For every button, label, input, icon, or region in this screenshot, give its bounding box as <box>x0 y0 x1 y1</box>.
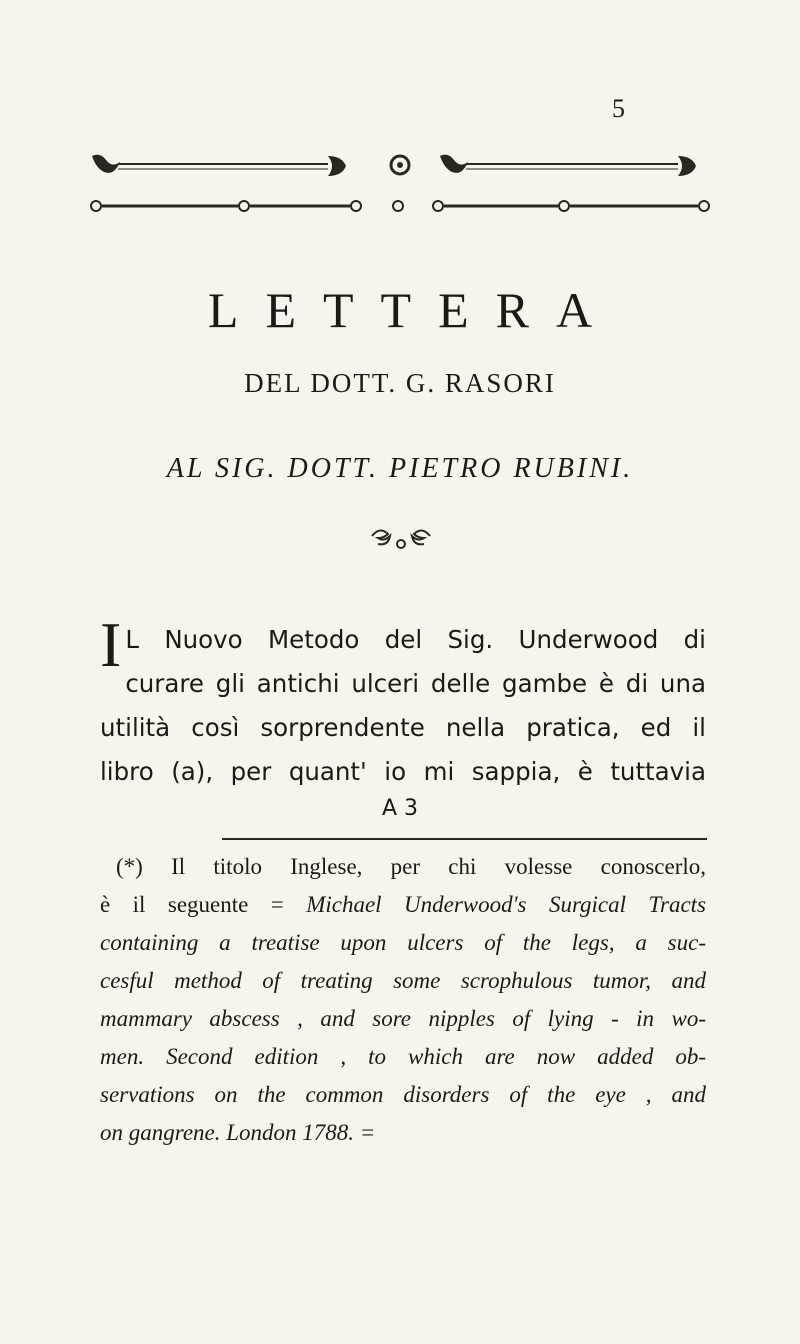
footnote-line: men. Second edition , to which are now added ob- <box>100 1044 706 1069</box>
footnote-rule <box>222 838 707 840</box>
fleuron-ornament <box>370 520 432 554</box>
letter-author: DEL DOTT. G. RASORI <box>244 368 556 398</box>
ornamental-border-bottom <box>88 196 712 216</box>
body-line: libro (a), per quant' io mi sappia, è tuttavia <box>100 757 706 786</box>
ornamental-border-top <box>88 150 712 180</box>
footnote-marker: (*) <box>116 854 143 879</box>
footnote-line: on gangrene. London 1788. = <box>100 1120 376 1145</box>
drop-cap: I <box>100 609 122 680</box>
body-line: utilità così sorprendente nella pratica, ed il <box>100 713 706 742</box>
footnote-title: Michael Underwood's Surgical Tracts <box>306 892 706 917</box>
letter-recipient: AL SIG. DOTT. PIETRO RUBINI. <box>166 453 634 484</box>
printer-signature: A 3 <box>381 796 419 821</box>
body-line: curare gli antichi ulceri delle gambe è di una <box>125 669 706 698</box>
footnote-line <box>100 848 706 886</box>
footnote-line: mammary abscess , and sore nipples of lying - in wo- <box>100 1006 706 1031</box>
footnote-line: cesful method of treating some scrophulous tumor, and <box>100 968 706 993</box>
body-line: L Nuovo Metodo del Sig. Underwood di <box>125 625 706 654</box>
letter-title: LETTERA <box>207 282 620 338</box>
letter-body <box>100 609 706 794</box>
footnote <box>100 848 706 1152</box>
page-number: 5 <box>612 94 625 123</box>
footnote-line <box>100 886 706 924</box>
footnote-line: servations on the common disorders of the eye , and <box>100 1082 706 1107</box>
footnote-intro: Il titolo Inglese, per chi volesse conoscerlo, <box>171 854 707 879</box>
footnote-line: containing a treatise upon ulcers of the legs, a suc- <box>100 930 706 955</box>
footnote-connector: è il seguente = <box>100 892 284 917</box>
